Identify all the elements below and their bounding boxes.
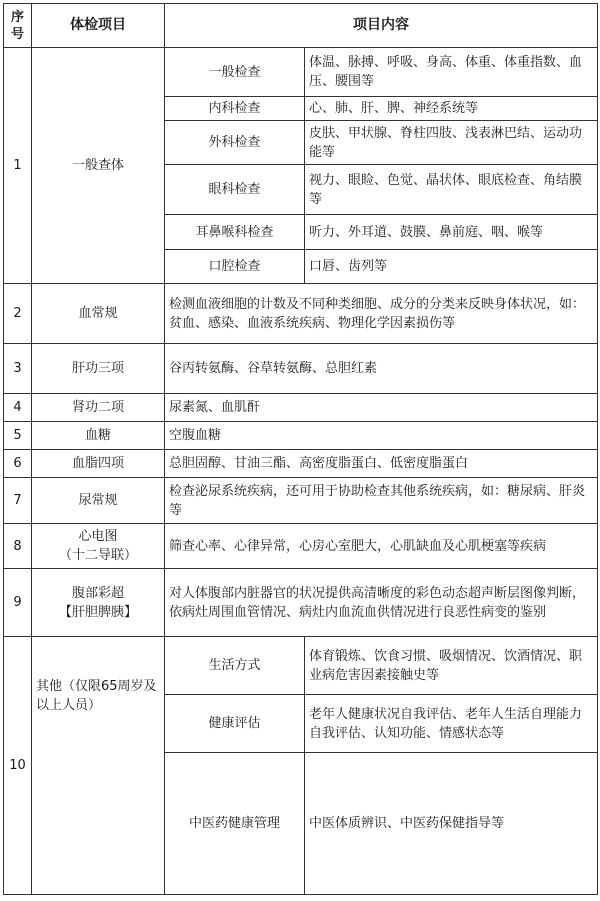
table-row (4, 637, 598, 695)
sub-item-name: 生活方式 (165, 637, 305, 695)
table-row (4, 450, 598, 478)
sub-item-name: 外科检查 (165, 121, 305, 165)
row-item (32, 524, 165, 569)
sub-item-content: 皮肤、甲状腺、脊柱四肢、浅表淋巴结、运动功能等 (305, 121, 598, 165)
row-item: 血糖 (32, 422, 165, 450)
table-row (4, 478, 598, 524)
sub-item-content: 心、肺、肝、脾、神经系统等 (305, 97, 598, 121)
sub-item-name: 眼科检查 (165, 165, 305, 215)
row-no: 6 (4, 450, 32, 478)
table-row (4, 284, 598, 344)
sub-item-name: 一般检查 (165, 48, 305, 97)
sub-item-name: 中医药健康管理 (165, 753, 305, 895)
row-content: 检测血液细胞的计数及不同种类细胞、成分的分类来反映身体状况，如：贫血、感染、血液系统疾病、物理化学因素损伤等 (165, 284, 598, 344)
row-no: 2 (4, 284, 32, 344)
exam-items-table (3, 3, 598, 895)
sub-item-content: 中医体质辨识、中医药保健指导等 (305, 753, 598, 895)
sub-item-content: 老年人健康状况自我评估、老年人生活自理能力自我评估、认知功能、情感状态等 (305, 695, 598, 753)
row-content: 对人体腹部内脏器官的状况提供高清晰度的彩色动态超声断层图像判断，依病灶周围血管情况、病灶内血流血供情况进行良恶性病变的鉴别 (165, 569, 598, 637)
row-item: 肝功三项 (32, 344, 165, 394)
table-row (4, 569, 598, 637)
row-no: 8 (4, 524, 32, 569)
row-item: 一般查体 (32, 48, 165, 284)
row-no: 5 (4, 422, 32, 450)
table-header-row (4, 4, 598, 48)
sub-item-name: 内科检查 (165, 97, 305, 121)
sub-item-name: 耳鼻喉科检查 (165, 215, 305, 250)
row-no: 10 (4, 637, 32, 895)
row-item: 肾功二项 (32, 394, 165, 422)
header-item: 体检项目 (32, 4, 165, 48)
table-row (4, 422, 598, 450)
sub-item-content: 听力、外耳道、鼓膜、鼻前庭、咽、喉等 (305, 215, 598, 250)
row-item-line: 心电图 (78, 529, 118, 544)
sub-item-content: 体育锻炼、饮食习惯、吸烟情况、饮酒情况、职业病危害因素接触史等 (305, 637, 598, 695)
table-row (4, 344, 598, 394)
row-content: 尿素氮、血肌酐 (165, 394, 598, 422)
sub-item-content: 体温、脉搏、呼吸、身高、体重、体重指数、血压、腰围等 (305, 48, 598, 97)
row-item: 其他（仅限65周岁及以上人员） (32, 637, 165, 895)
row-content: 筛查心率、心律异常，心房心室肥大，心肌缺血及心肌梗塞等疾病 (165, 524, 598, 569)
row-item (32, 569, 165, 637)
row-item-line: 【肝胆脾胰】 (58, 604, 137, 620)
sub-item-name: 口腔检查 (165, 250, 305, 284)
row-item: 血脂四项 (32, 450, 165, 478)
row-item: 血常规 (32, 284, 165, 344)
sub-item-content: 口唇、齿列等 (305, 250, 598, 284)
header-no: 序号 (4, 4, 32, 48)
table-row (4, 394, 598, 422)
table-row (4, 48, 598, 97)
table-row (4, 524, 598, 569)
row-content: 总胆固醇、甘油三酯、高密度脂蛋白、低密度脂蛋白 (165, 450, 598, 478)
row-content: 空腹血糖 (165, 422, 598, 450)
row-content: 检查泌尿系统疾病，还可用于协助检查其他系统疾病，如：糖尿病、肝炎等 (165, 478, 598, 524)
row-item: 尿常规 (32, 478, 165, 524)
row-item-line: （十二导联） (58, 548, 137, 563)
row-no: 7 (4, 478, 32, 524)
row-no: 4 (4, 394, 32, 422)
header-content: 项目内容 (165, 4, 598, 48)
row-no: 3 (4, 344, 32, 394)
sub-item-content: 视力、眼睑、色觉、晶状体、眼底检查、角结膜等 (305, 165, 598, 215)
row-item-line: 腹部彩超 (71, 585, 124, 601)
row-no: 1 (4, 48, 32, 284)
row-no: 9 (4, 569, 32, 637)
row-content: 谷丙转氨酶、谷草转氨酶、总胆红素 (165, 344, 598, 394)
sub-item-name: 健康评估 (165, 695, 305, 753)
